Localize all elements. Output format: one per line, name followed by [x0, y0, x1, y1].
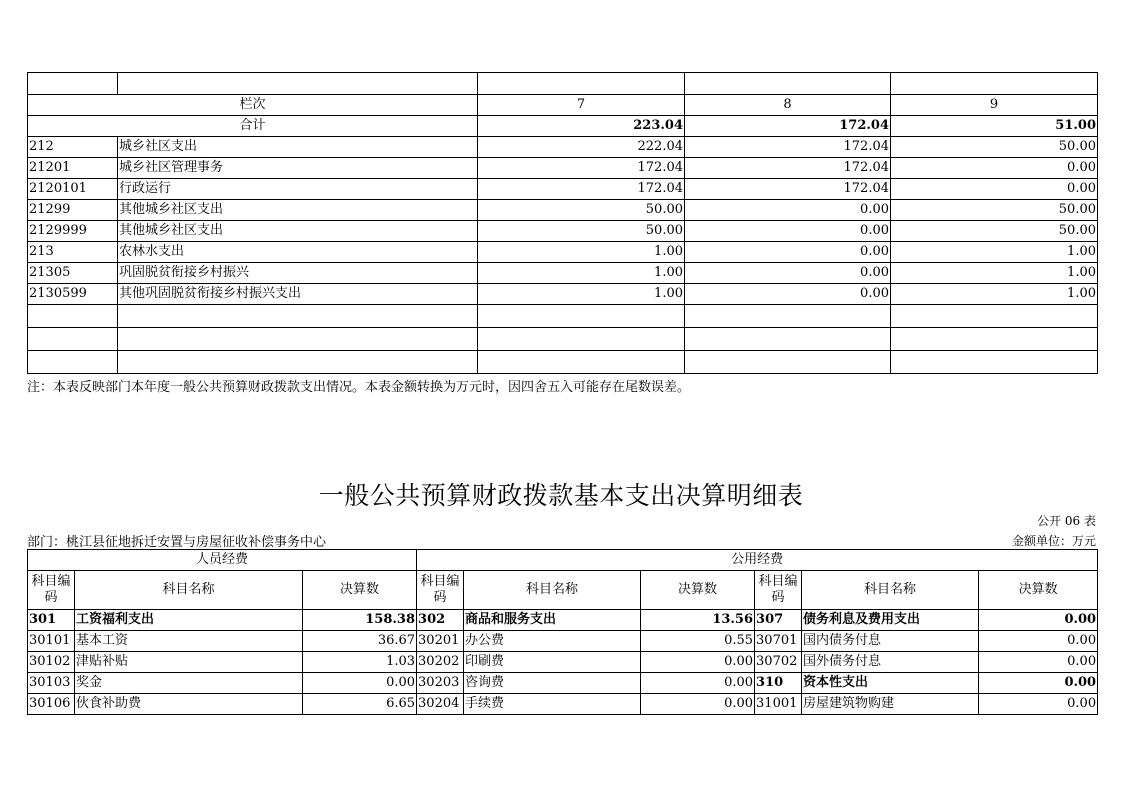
amount: 0.00: [303, 673, 417, 694]
column-header-row: [28, 571, 1098, 610]
header-amount: 决算数: [979, 571, 1098, 610]
empty-cell: [118, 351, 478, 374]
table-row: [28, 137, 1098, 158]
total-value: 51.00: [891, 116, 1098, 137]
subject-name: 农林水支出: [118, 242, 478, 263]
empty-cell: [891, 328, 1098, 351]
subject-name: 其他城乡社区支出: [118, 221, 478, 242]
column-index-row: [28, 95, 1098, 116]
subject-code: 30103: [28, 673, 75, 694]
empty-cell: [478, 351, 685, 374]
table-row: [28, 263, 1098, 284]
header-amount: 决算数: [641, 571, 755, 610]
subject-code: 21299: [28, 200, 118, 221]
empty-cell: [891, 73, 1098, 95]
header-subject-code: 科目编码: [28, 571, 75, 610]
amount: 172.04: [478, 158, 685, 179]
table-row: [28, 631, 1098, 652]
amount: 0.55: [641, 631, 755, 652]
subject-code: 30101: [28, 631, 75, 652]
empty-row: [28, 351, 1098, 374]
amount: 0.00: [891, 179, 1098, 200]
subject-name: 手续费: [464, 694, 641, 715]
subject-name: 商品和服务支出: [464, 610, 641, 631]
subject-code: 30702: [755, 652, 802, 673]
amount: 0.00: [685, 284, 891, 305]
subject-code: 30203: [417, 673, 464, 694]
table-row: [28, 221, 1098, 242]
subject-name: 办公费: [464, 631, 641, 652]
amount: 50.00: [478, 221, 685, 242]
header-subject-name: 科目名称: [75, 571, 303, 610]
expenditure-summary-table: [27, 72, 1098, 374]
empty-cell: [685, 305, 891, 328]
empty-cell: [891, 351, 1098, 374]
subject-code: 212: [28, 137, 118, 158]
empty-row: [28, 328, 1098, 351]
subject-name: 咨询费: [464, 673, 641, 694]
empty-cell: [685, 351, 891, 374]
amount: 172.04: [478, 179, 685, 200]
amount: 222.04: [478, 137, 685, 158]
amount: 0.00: [685, 263, 891, 284]
column-number: 7: [478, 95, 685, 116]
amount: 158.38: [303, 610, 417, 631]
header-subject-code: 科目编码: [417, 571, 464, 610]
subject-name: 房屋建筑物购建: [802, 694, 979, 715]
subject-code: 30102: [28, 652, 75, 673]
amount: 172.04: [685, 158, 891, 179]
subject-code: 307: [755, 610, 802, 631]
header-subject-name: 科目名称: [802, 571, 979, 610]
empty-cell: [478, 305, 685, 328]
table-row: [28, 673, 1098, 694]
table-row: [28, 284, 1098, 305]
subject-name: 工资福利支出: [75, 610, 303, 631]
total-value: 172.04: [685, 116, 891, 137]
table-row: [28, 694, 1098, 715]
amount: 1.03: [303, 652, 417, 673]
subject-name: 印刷费: [464, 652, 641, 673]
header-subject-code: 科目编码: [755, 571, 802, 610]
amount: 0.00: [979, 610, 1098, 631]
table-row: [28, 652, 1098, 673]
empty-cell: [685, 73, 891, 95]
header-subject-name: 科目名称: [464, 571, 641, 610]
empty-cell: [118, 73, 478, 95]
subject-name: 津贴补贴: [75, 652, 303, 673]
amount: 0.00: [979, 631, 1098, 652]
subject-name: 行政运行: [118, 179, 478, 200]
table-row: [28, 610, 1098, 631]
amount: 0.00: [685, 200, 891, 221]
subject-code: 30701: [755, 631, 802, 652]
table-row: [28, 242, 1098, 263]
subject-code: 310: [755, 673, 802, 694]
amount: 0.00: [979, 673, 1098, 694]
amount-unit-label: 金额单位：万元: [1011, 534, 1096, 548]
empty-cell: [28, 351, 118, 374]
amount: 0.00: [641, 673, 755, 694]
table-row: [28, 158, 1098, 179]
total-row: [28, 116, 1098, 137]
department-label: 部门：桃江县征地拆迁安置与房屋征收补偿事务中心: [27, 535, 327, 550]
empty-cell: [118, 328, 478, 351]
group-header-public: 公用经费: [417, 550, 1098, 571]
table-row: [28, 200, 1098, 221]
amount: 1.00: [478, 284, 685, 305]
form-number: 公开 06 表: [1037, 514, 1096, 528]
subject-code: 21305: [28, 263, 118, 284]
amount: 1.00: [891, 242, 1098, 263]
amount: 0.00: [641, 694, 755, 715]
amount: 50.00: [891, 221, 1098, 242]
column-number: 8: [685, 95, 891, 116]
subject-name: 奖金: [75, 673, 303, 694]
amount: 0.00: [641, 652, 755, 673]
subject-name: 基本工资: [75, 631, 303, 652]
subject-code: 301: [28, 610, 75, 631]
subject-code: 30201: [417, 631, 464, 652]
amount: 6.65: [303, 694, 417, 715]
subject-code: 30202: [417, 652, 464, 673]
subject-name: 其他巩固脱贫衔接乡村振兴支出: [118, 284, 478, 305]
total-label: 合计: [28, 116, 478, 137]
group-header-personnel: 人员经费: [28, 550, 417, 571]
subject-code: 213: [28, 242, 118, 263]
column-index-label: 栏次: [28, 95, 478, 116]
amount: 0.00: [685, 221, 891, 242]
empty-cell: [28, 328, 118, 351]
subject-code: 21201: [28, 158, 118, 179]
subject-name: 伙食补助费: [75, 694, 303, 715]
empty-cell: [478, 73, 685, 95]
amount: 1.00: [478, 242, 685, 263]
subject-code: 30106: [28, 694, 75, 715]
subject-name: 巩固脱贫衔接乡村振兴: [118, 263, 478, 284]
header-amount: 决算数: [303, 571, 417, 610]
subject-code: 302: [417, 610, 464, 631]
amount: 0.00: [891, 158, 1098, 179]
empty-row: [28, 305, 1098, 328]
subject-name: 债务利息及费用支出: [802, 610, 979, 631]
subject-name: 城乡社区管理事务: [118, 158, 478, 179]
subject-name: 资本性支出: [802, 673, 979, 694]
subject-name: 城乡社区支出: [118, 137, 478, 158]
amount: 0.00: [979, 694, 1098, 715]
empty-cell: [685, 328, 891, 351]
subject-name: 国内债务付息: [802, 631, 979, 652]
empty-cell: [118, 305, 478, 328]
amount: 50.00: [891, 137, 1098, 158]
amount: 1.00: [891, 284, 1098, 305]
amount: 0.00: [979, 652, 1098, 673]
subject-code: 30204: [417, 694, 464, 715]
empty-cell: [891, 305, 1098, 328]
amount: 50.00: [891, 200, 1098, 221]
amount: 1.00: [478, 263, 685, 284]
subject-name: 其他城乡社区支出: [118, 200, 478, 221]
amount: 1.00: [891, 263, 1098, 284]
subject-code: 31001: [755, 694, 802, 715]
subject-code: 2129999: [28, 221, 118, 242]
amount: 13.56: [641, 610, 755, 631]
empty-cell: [28, 73, 118, 95]
amount: 0.00: [685, 242, 891, 263]
empty-cell: [478, 328, 685, 351]
total-value: 223.04: [478, 116, 685, 137]
empty-cell: [28, 305, 118, 328]
column-number: 9: [891, 95, 1098, 116]
basic-expenditure-detail-table: [27, 549, 1098, 715]
amount: 50.00: [478, 200, 685, 221]
table-row: [28, 179, 1098, 200]
page-title: 一般公共预算财政拨款基本支出决算明细表: [318, 481, 804, 510]
amount: 172.04: [685, 137, 891, 158]
subject-code: 2130599: [28, 284, 118, 305]
subject-name: 国外债务付息: [802, 652, 979, 673]
header-spacer-row: [28, 73, 1098, 95]
amount: 172.04: [685, 179, 891, 200]
group-header-row: [28, 550, 1098, 571]
subject-code: 2120101: [28, 179, 118, 200]
amount: 36.67: [303, 631, 417, 652]
table-note: 注：本表反映部门本年度一般公共预算财政拨款支出情况。本表金额转换为万元时，因四舍五入可能存在尾数误差。: [27, 380, 691, 395]
